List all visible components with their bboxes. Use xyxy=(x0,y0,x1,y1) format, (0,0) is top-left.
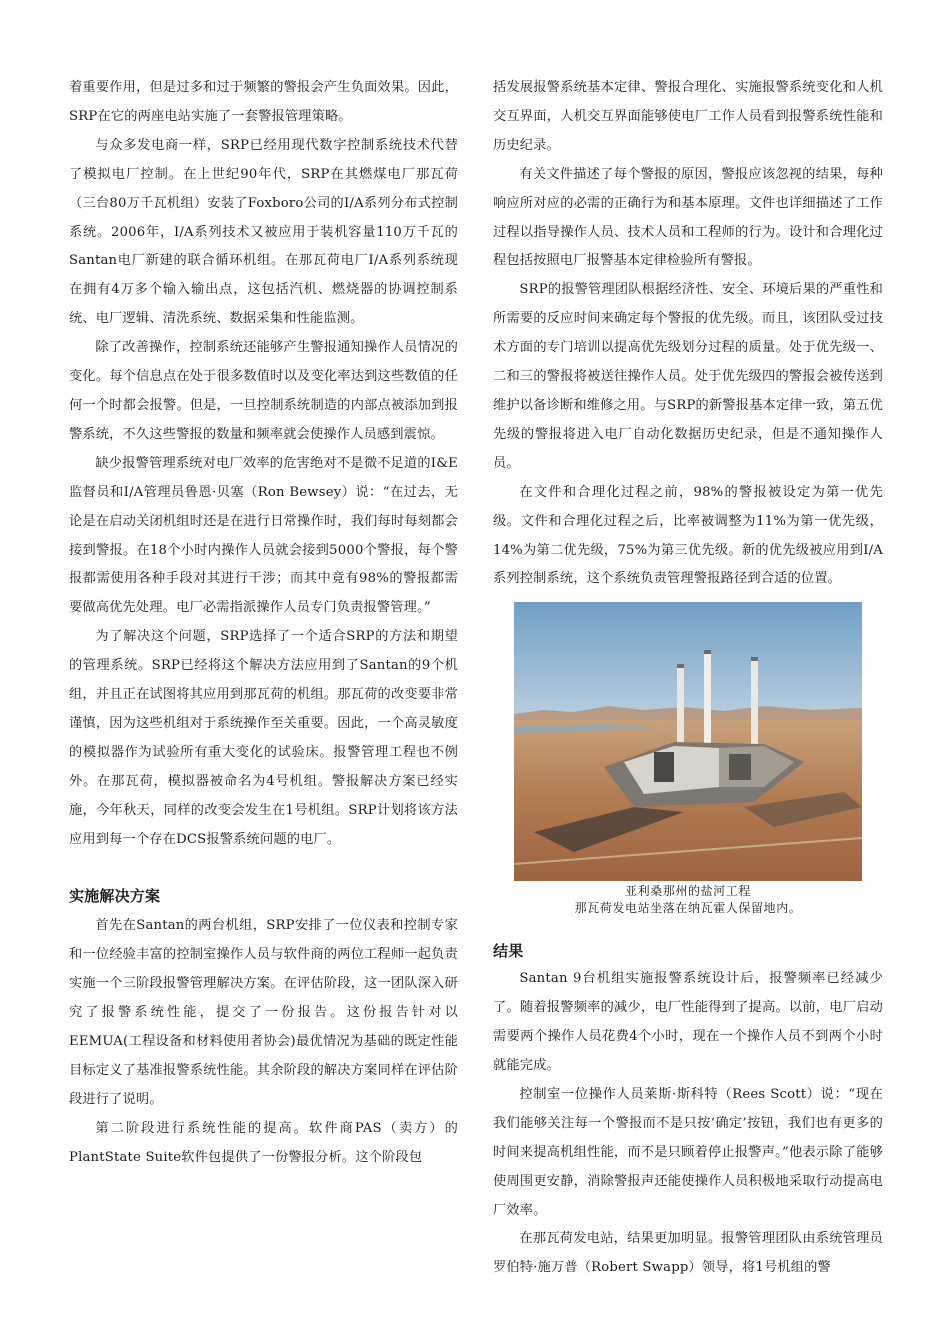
paragraph: 有关文件描述了每个警报的原因，警报应该忽视的结果，每种响应所对应的必需的正确行为和基本原理。文件也详细描述了工作过程以指导操作人员、技术人员和工程师的行为。设计和合理化过程包括按照电厂报警基本定律检验所有警报。 xyxy=(493,166,883,269)
paragraph: 在文件和合理化过程之前，98%的警报被设定为第一优先级。文件和合理化过程之后，比率被调整为11%为第一优先级，14%为第二优先级，75%为第三优先级。新的优先级被应用到I/A系列控制系统，这个系统负责管理警报路径到合适的位置。 xyxy=(493,484,883,587)
power-plant-figure xyxy=(493,602,883,917)
figure-caption xyxy=(493,883,883,917)
left-paragraphs-after xyxy=(69,912,458,1172)
paragraph: Santan 9台机组实施报警系统设计后，报警频率已经减少了。随着报警频率的减少，电厂性能得到了提高。以前，电厂启动需要两个操作人员花费4个小时，现在一个操作人员不到两个小时就能完成。 xyxy=(493,971,883,1074)
caption-line: 那瓦荷发电站坐落在纳瓦霍人保留地内。 xyxy=(574,901,802,916)
section-heading-results: 结果 xyxy=(493,942,524,961)
paragraph: 着重要作用，但是过多和过于频繁的警报会产生负面效果。因此，SRP在它的两座电站实施了一套警报管理策略。 xyxy=(69,80,458,124)
caption-line: 亚利桑那州的盐河工程 xyxy=(624,884,751,899)
paragraph: 与众多发电商一样，SRP已经用现代数字控制系统技术代替了模拟电厂控制。在上世纪90年代，SRP在其燃煤电厂那瓦荷（三台80万千瓦机组）安装了Foxboro公司的I/A系列分布式控制系统。2006年，I/A系列技术又被应用于装机容量110万千瓦的Santan电厂新建的联合循环机组。在那瓦荷电厂I/A系列系统现在拥有4万多个输入输出点，这包括汽机、燃烧器的协调控制系统、电厂逻辑、清洗系统、数据采集和性能监测。 xyxy=(69,137,458,327)
power-plant-photo xyxy=(514,602,862,881)
right-column xyxy=(493,74,883,1283)
paragraph: 控制室一位操作人员莱斯·斯科特（Rees Scott）说：“现在我们能够关注每一个警报而不是只按‘确定’按钮，我们也有更多的时间来提高机组性能，而不是只顾着停止报警声。”他表示除了能够使周围更安静，消除警报声还能使操作人员积极地采取行动提高电厂效率。 xyxy=(493,1086,883,1218)
paragraph: 第二阶段进行系统性能的提高。软件商PAS（卖方）的PlantState Suite软件包提供了一份警报分析。这个阶段包 xyxy=(69,1120,458,1165)
section-heading-implementation: 实施解决方案 xyxy=(69,887,161,906)
left-column xyxy=(69,74,458,1173)
paragraph: SRP的报警管理团队根据经济性、安全、环境后果的严重性和所需要的反应时间来确定每个警报的优先级。而且，该团队受过技术方面的专门培训以提高优先级划分过程的质量。处于优先级一、二和三的警报将被送往操作人员。处于优先级四的警报会被传送到维护以备诊断和维修之用。与SRP的新警报基本定律一致，第五优先级的警报将进入电厂自动化数据历史纪录，但是不通知操作人员。 xyxy=(493,282,883,471)
paragraph: 首先在Santan的两台机组，SRP安排了一位仪表和控制专家和一位经验丰富的控制室操作人员与软件商的两位工程师一起负责实施一个三阶段报警管理解决方案。在评估阶段，这一团队深入研究了报警系统性能，提交了一份报告。这份报告针对以EEMUA(工程设备和材料使用者协会)最优情况为基础的既定性能目标定义了基准报警系统性能。其余阶段的解决方案同样在评估阶段进行了说明。 xyxy=(69,918,458,1107)
right-paragraphs-after xyxy=(493,965,883,1283)
paragraph: 除了改善操作，控制系统还能够产生警报通知操作人员情况的变化。每个信息点在处于很多数值时以及变化率达到这些数值的任何一个时都会报警。但是，一旦控制系统制造的内部点被添加到报警系统，不久这些警报的数量和频率就会使操作人员感到震惊。 xyxy=(69,340,458,442)
paragraph: 在那瓦荷发电站，结果更加明显。报警管理团队由系统管理员罗伯特·施万普（Robert Swapp）领导，将1号机组的警 xyxy=(493,1231,883,1276)
paragraph: 缺少报警管理系统对电厂效率的危害绝对不是微不足道的I&E监督员和I/A管理员鲁恩·贝塞（Ron Bewsey）说：“在过去，无论是在启动关闭机组时还是在进行日常操作时，我们每时每刻都会接到警报。在18个小时内操作人员就会接到5000个警报，每个警报都需使用各种手段对其进行干涉；而其中竟有98%的警报都需要做高优先处理。电厂必需指派操作人员专门负责报警管理。” xyxy=(69,455,458,616)
left-paragraphs-before xyxy=(69,74,458,854)
right-paragraphs-before xyxy=(493,74,883,594)
paragraph: 为了解决这个问题，SRP选择了一个适合SRP的方法和期望的管理系统。SRP已经将这个解决方法应用到了Santan的9个机组，并且正在试图将其应用到那瓦荷的机组。那瓦荷的改变要非常谨慎，因为这些机组对于系统操作至关重要。因此，一个高灵敏度的模拟器作为试验所有重大变化的试验床。报警管理工程也不例外。在那瓦荷，模拟器被命名为4号机组。警报解决方案已经实施，今年秋天，同样的改变会发生在1号机组。SRP计划将该方法应用到每一个存在DCS报警系统问题的电厂。 xyxy=(69,629,458,847)
paragraph: 括发展报警系统基本定律、警报合理化、实施报警系统变化和人机交互界面，人机交互界面能够使电厂工作人员看到报警系统性能和历史纪录。 xyxy=(493,80,883,153)
